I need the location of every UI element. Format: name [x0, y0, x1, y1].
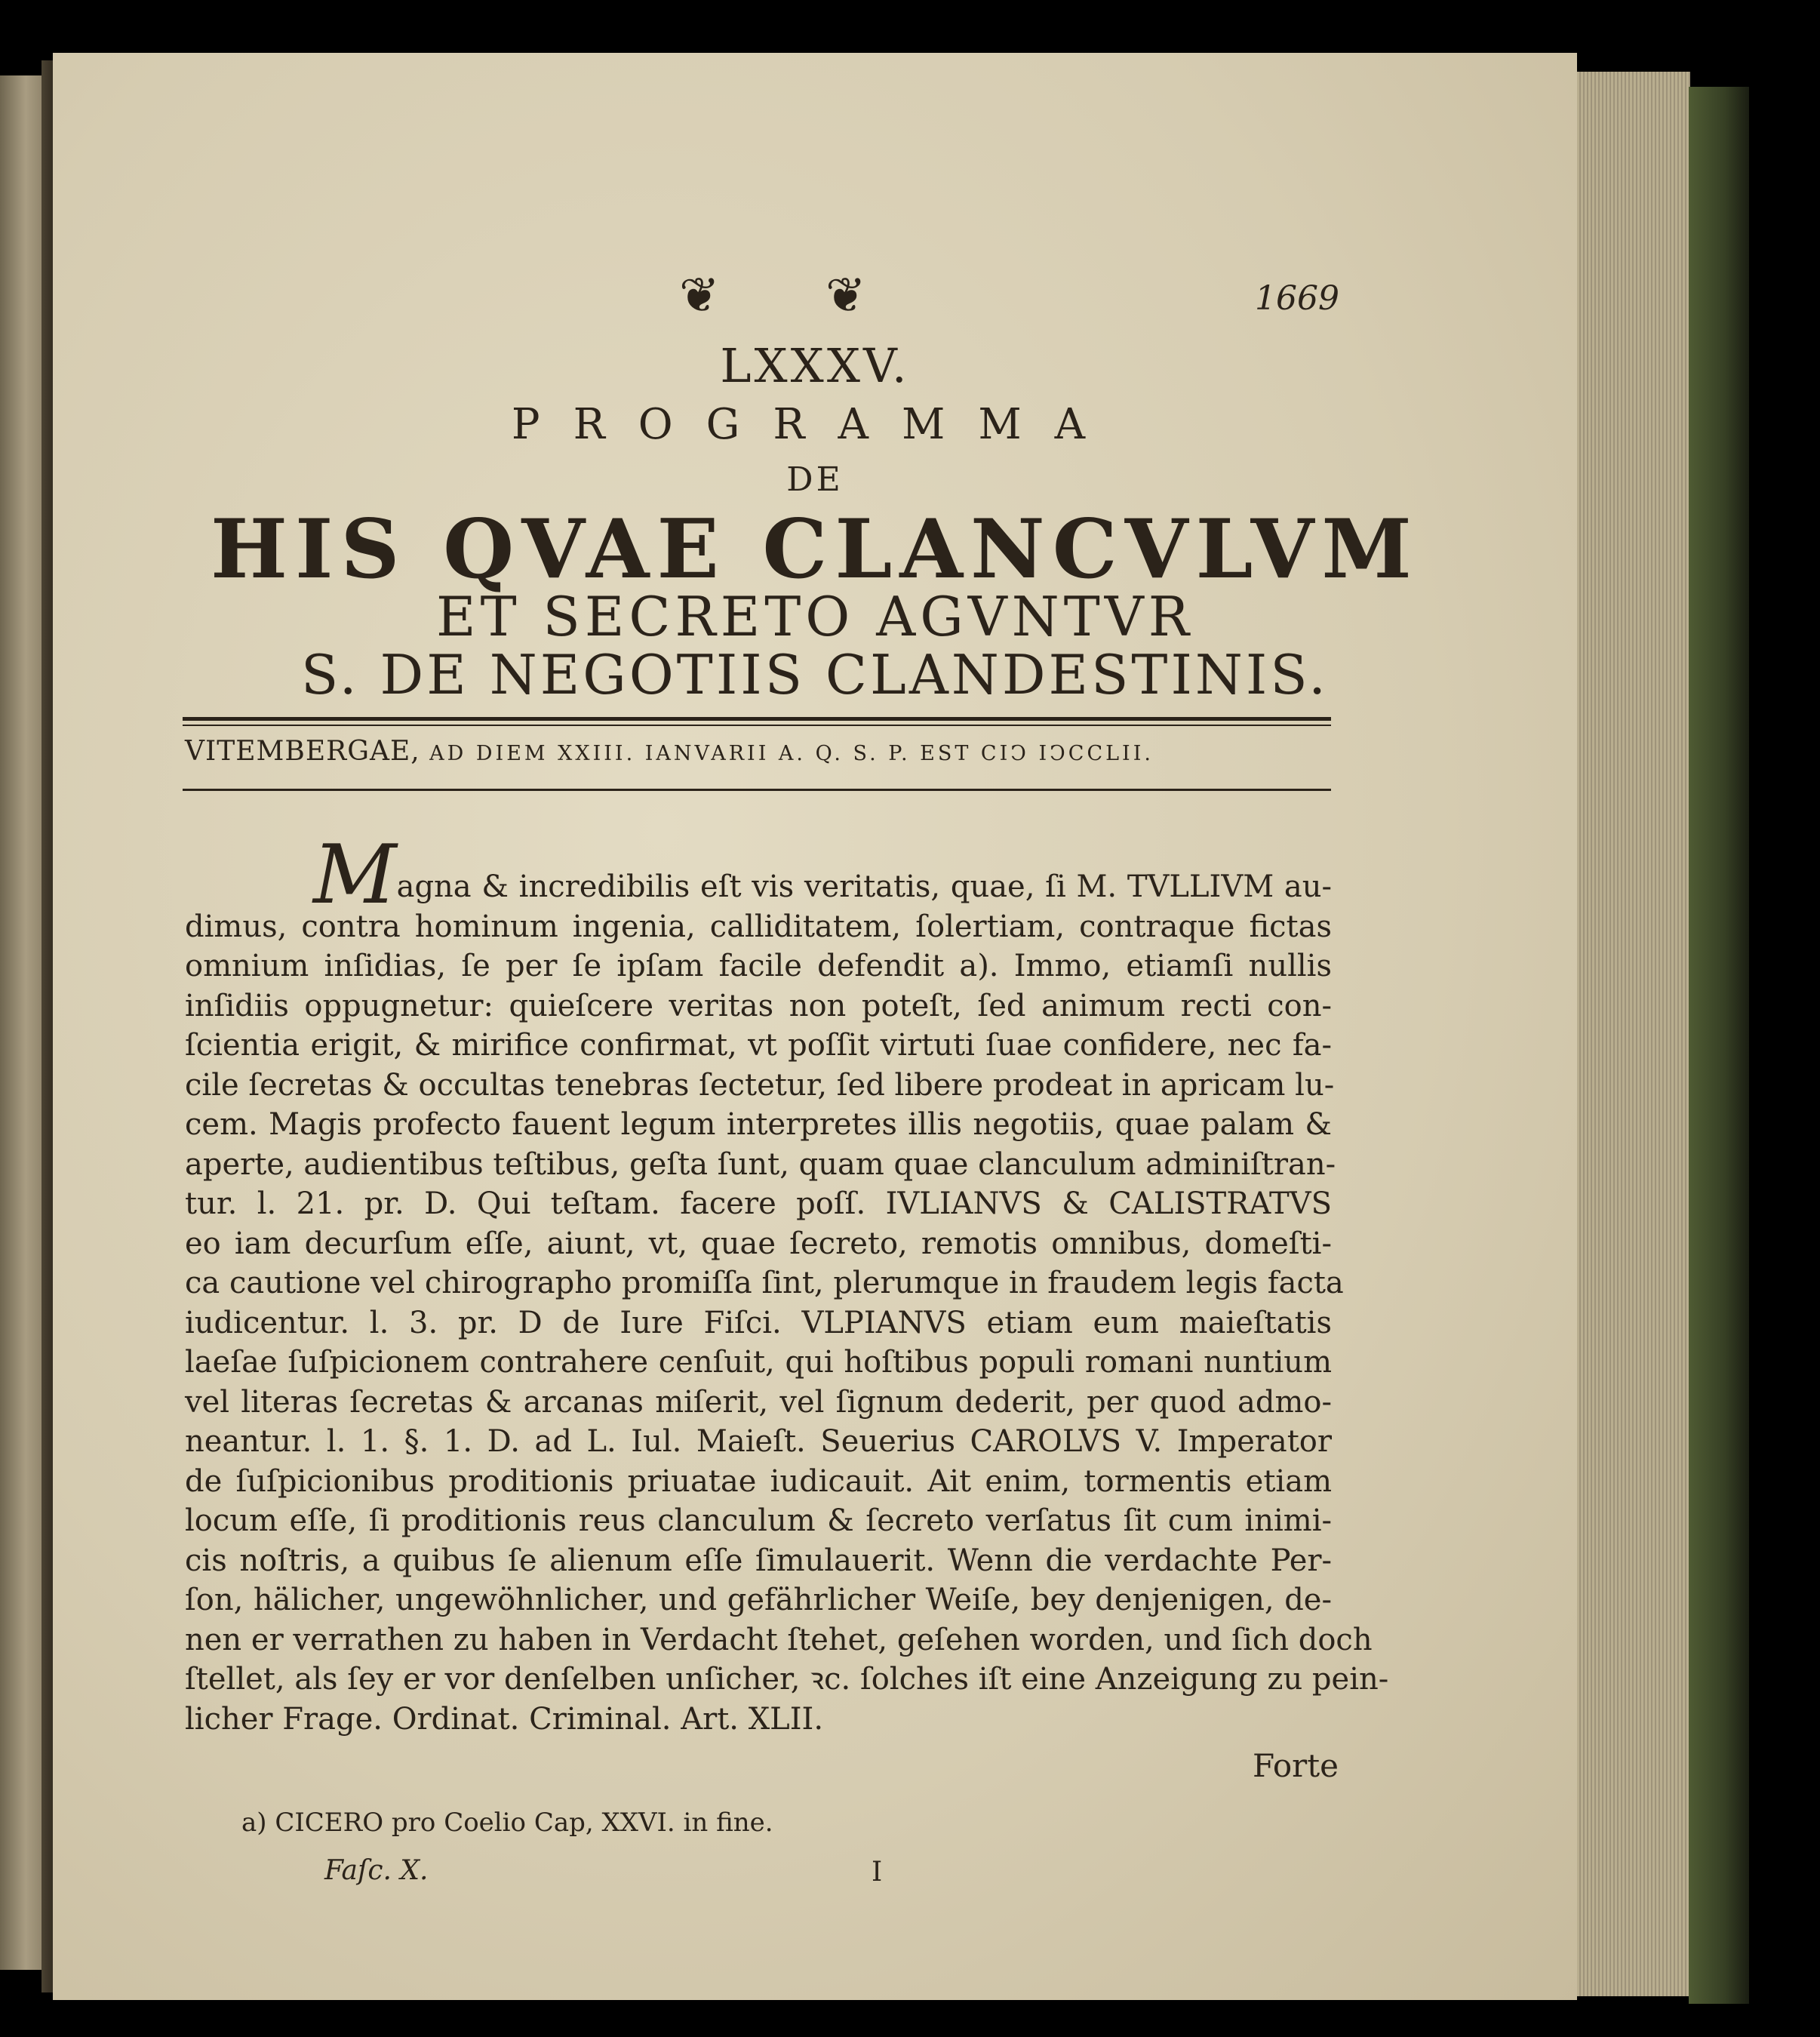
body-line: cile ſecretas & occultas tenebras ſectetur, ſed libere prodeat in apricam lu- [185, 1067, 1335, 1103]
body-line: ca cautione vel chirographo promiſſa ſint, plerumque in fraudem legis facta [185, 1266, 1344, 1300]
rule-thin [183, 725, 1331, 726]
body-line: dimus, contra hominum ingenia, calliditatem, ſolertiam, contraque fictas [185, 909, 1332, 944]
title-line-3: S. DE NEGOTIIS CLANDESTINIS. [301, 643, 1329, 706]
body-line: vel literas ſecretas & arcanas miſerit, vel ſignum dederit, per quod admo- [185, 1384, 1332, 1420]
page-edges [1577, 72, 1690, 1996]
body-line: neantur. l. 1. §. 1. D. ad L. Iul. Maieſt. Seuerius CAROLVS V. Imperator [185, 1424, 1332, 1459]
heading-number: LXXXV. [720, 338, 910, 393]
body-line: licher Frage. Ordinat. Criminal. Art. XLII. [185, 1701, 824, 1737]
body-line: inſidiis oppugnetur: quieſcere veritas non poteſt, ſed animum recti con- [185, 988, 1332, 1023]
dateline [185, 736, 1332, 767]
body-line: Magna & incredibilis eſt vis veritatis, quae, ſi M. TVLLIVM au- [313, 828, 1332, 922]
sheet-mark: I [872, 1857, 883, 1888]
body-line: ſon, hälicher, ungewöhnlicher, und gefährlicher Weiſe, bey denjenigen, de- [185, 1583, 1332, 1617]
body-line: ſcientia erigit, & mirifice confirmat, vt poſſit virtuti ſuae confidere, nec fa- [185, 1028, 1332, 1063]
dateline-date: AD DIEM XXIII. IANVARII A. Q. S. P. EST CIↃ IↃCCLII. [429, 742, 1154, 765]
signature-mark: Faſc. X. [324, 1855, 429, 1886]
footnote: a) CICERO pro Coelio Cap, XXVI. in fine. [241, 1808, 773, 1838]
dateline-place: VITEMBERGAE, [185, 736, 420, 767]
dropcap: M [313, 828, 397, 922]
body-text [185, 828, 1389, 1739]
rule-bottom [183, 789, 1331, 791]
catchword: Forte [1253, 1747, 1339, 1784]
de-label: DE [786, 460, 844, 499]
book-page [53, 53, 1577, 2000]
page-number: 1669 [1255, 279, 1339, 318]
rule-thick [183, 717, 1331, 721]
body-line: ſtellet, als ſey er vor denſelben unſicher, ꝛc. ſolches iſt eine Anzeigung zu pein- [185, 1662, 1389, 1697]
body-line: locum eſſe, ſi proditionis reus clanculum & ſecreto verſatus ſit cum inimi- [185, 1503, 1332, 1538]
body-line: de ſuſpicionibus proditionis priuatae iudicauit. Ait enim, tormentis etiam [185, 1463, 1332, 1499]
body-line: nen er verrathen zu haben in Verdacht ſtehet, geſehen worden, und ſich doch [185, 1622, 1373, 1657]
body-line: eo iam decurſum eſſe, aiunt, vt, quae ſecreto, remotis omnibus, domeſti- [185, 1226, 1332, 1261]
book-cover [1689, 87, 1749, 2004]
body-line: omnium inſidias, ſe per ſe ipſam facile defendit a). Immo, etiamſi nullis [185, 949, 1332, 983]
body-line: laeſae ſuſpicionem contrahere cenſuit, qui hoſtibus populi romani nuntium [185, 1345, 1332, 1380]
body-line: iudicentur. l. 3. pr. D de Iure Fiſci. VLPIANVS etiam eum maieſtatis [185, 1305, 1332, 1340]
title-line-1: HIS QVAE CLANCVLVM [211, 502, 1419, 597]
body-line: tur. l. 21. pr. D. Qui teſtam. facere poſſ. IVLIANVS & CALISTRATVS [185, 1186, 1332, 1221]
ornament-icon: ❦ ❦ [679, 268, 912, 324]
title-line-2: ET SECRETO AGVNTVR [436, 585, 1194, 648]
programma-label: PROGRAMMA [511, 400, 1119, 449]
body-line: aperte, audientibus teſtibus, geſta ſunt, quam quae clanculum adminiſtran- [185, 1146, 1336, 1182]
body-line: cis noſtris, a quibus ſe alienum eſſe ſimulauerit. Wenn die verdachte Per- [185, 1543, 1332, 1578]
left-page-edge [0, 75, 47, 1970]
body-line: cem. Magis profecto fauent legum interpretes illis negotiis, quae palam & [185, 1107, 1332, 1142]
